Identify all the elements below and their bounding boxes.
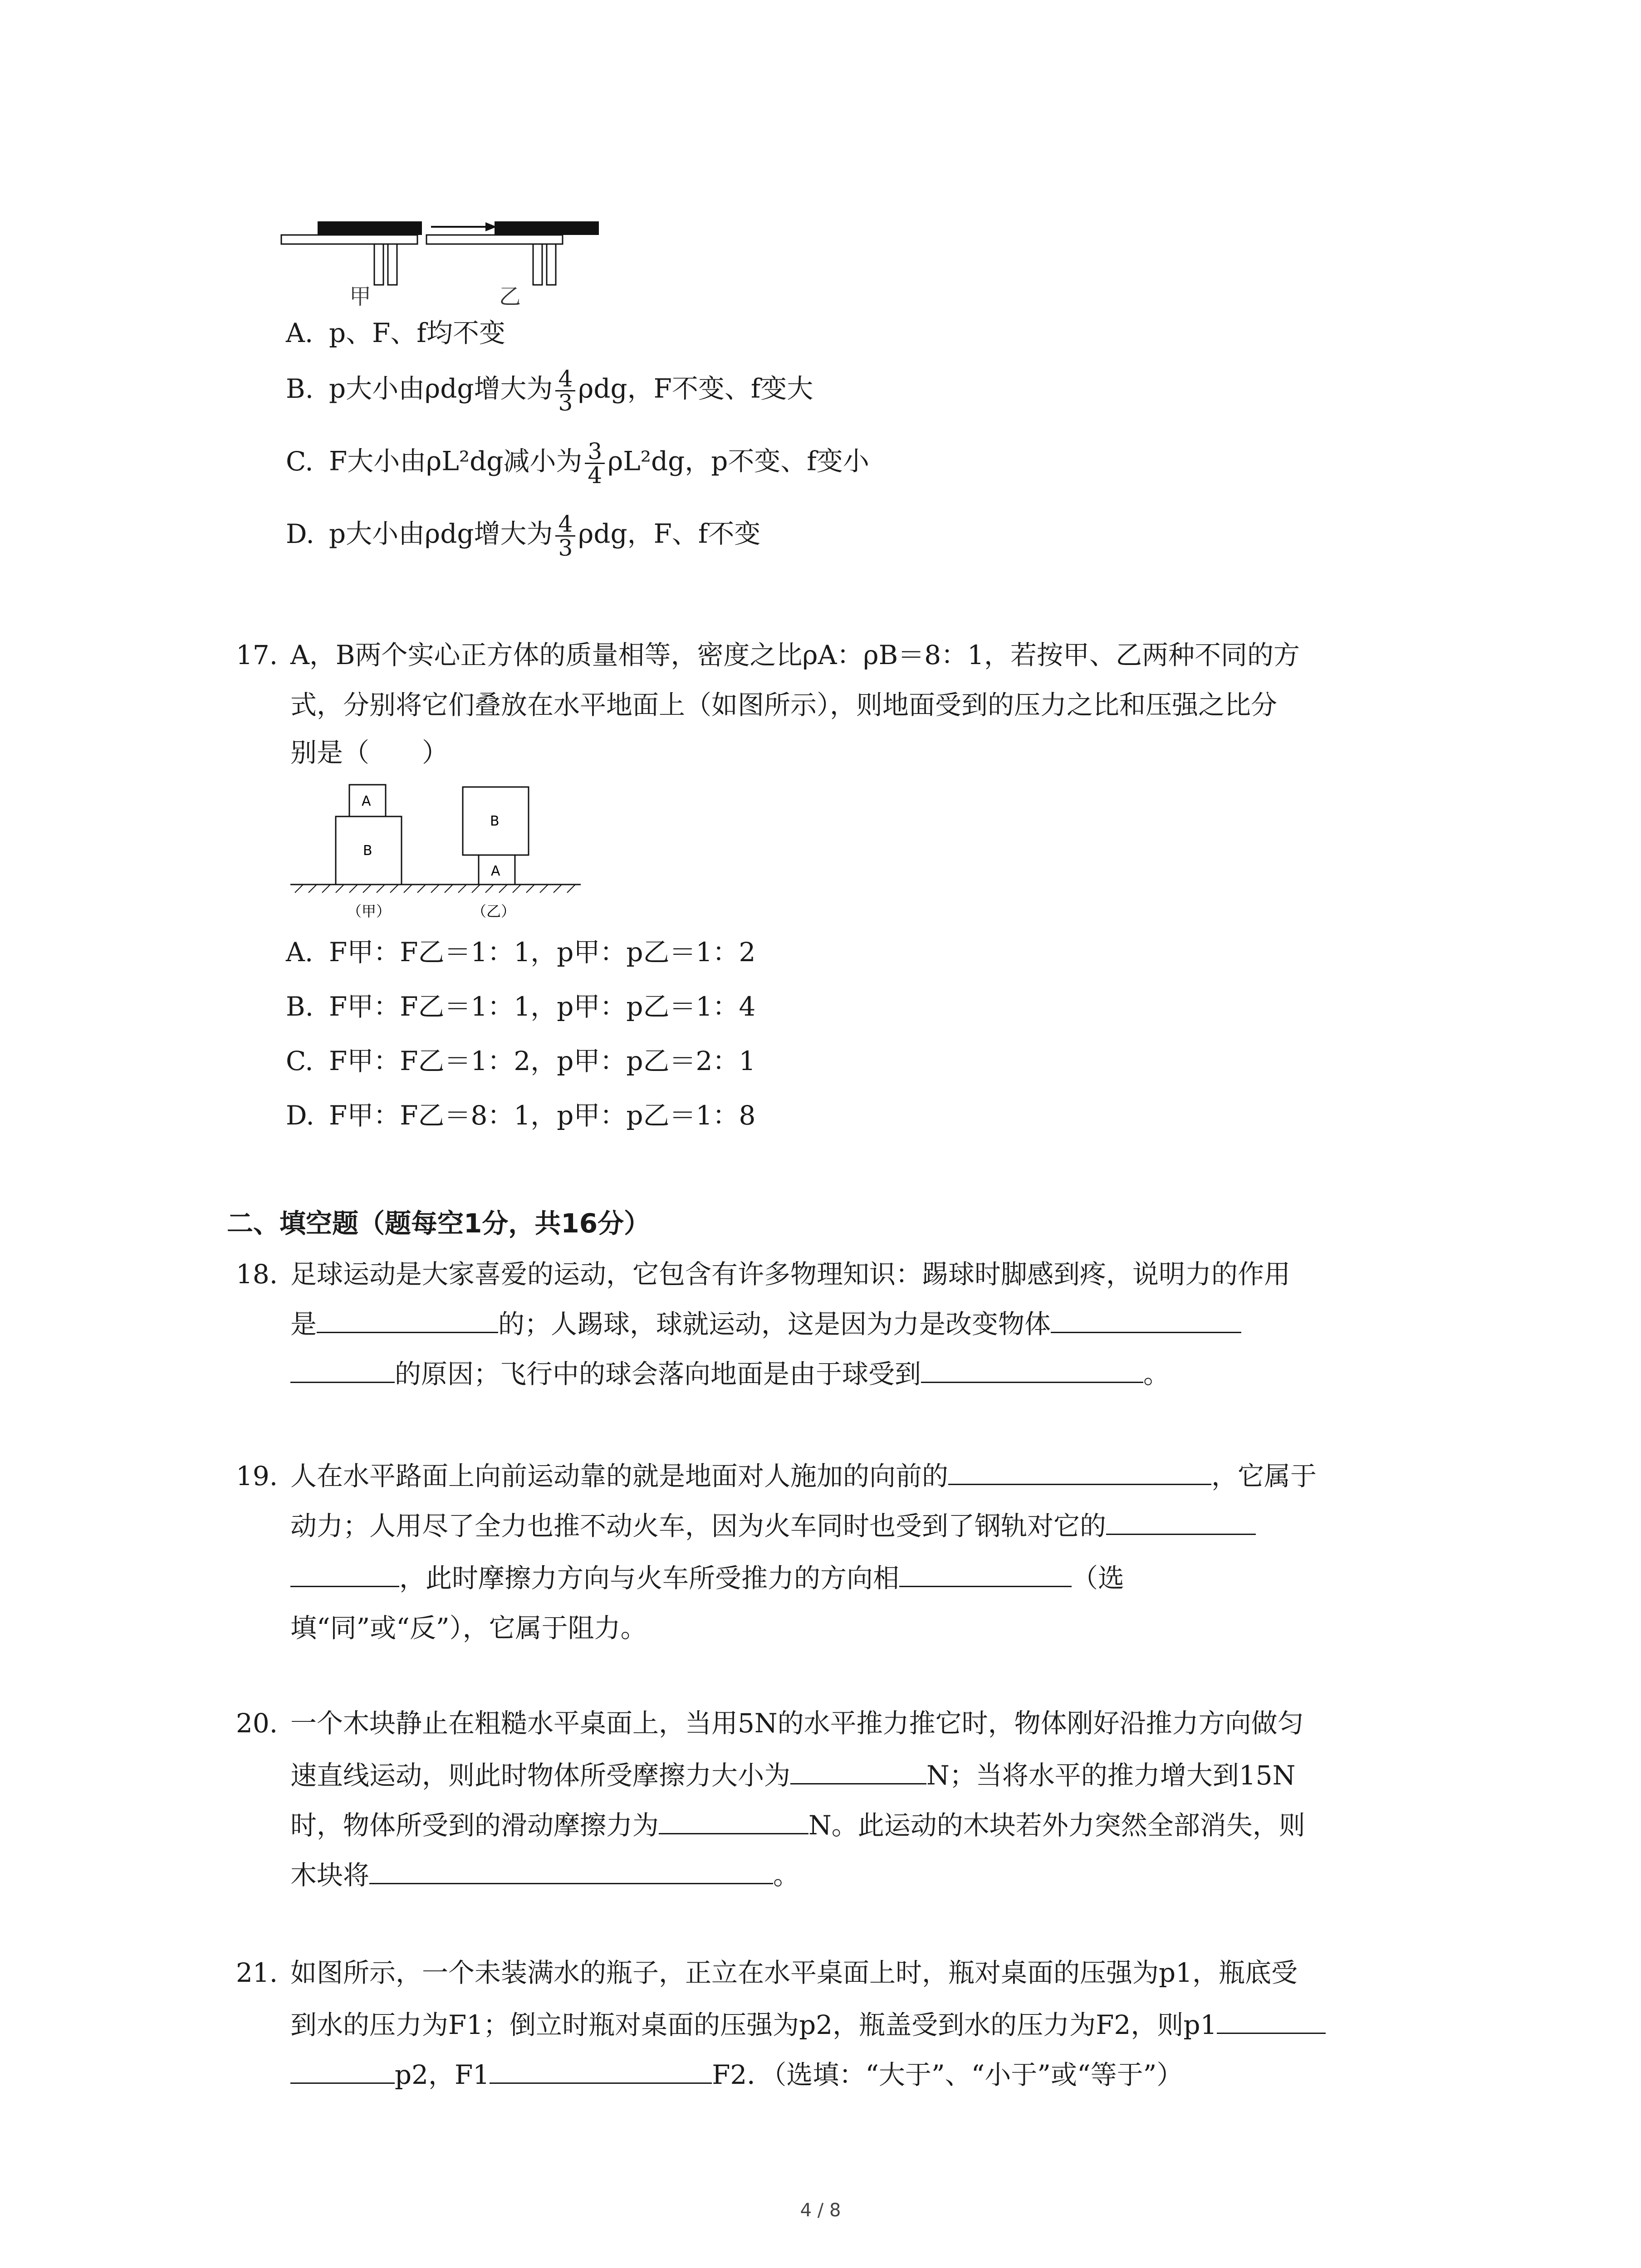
option-letter: A. xyxy=(286,318,314,348)
option-text-post: ρdg，F、f不变 xyxy=(578,518,761,549)
question-text: 足球运动是大家喜爱的运动，它包含有许多物理知识：踢球时脚感到疼，说明力的作用 xyxy=(290,1259,1291,1290)
question-text: （选 xyxy=(1072,1563,1125,1593)
fraction xyxy=(555,513,575,559)
question-number: 18. xyxy=(236,1259,278,1290)
q21-line-3 xyxy=(290,2059,1183,2091)
question-number: 21. xyxy=(236,1957,278,1988)
fraction-numerator: 3 xyxy=(585,440,605,464)
q19-line-3 xyxy=(290,1563,1124,1594)
answer-blank[interactable] xyxy=(290,1359,395,1383)
q16-option-c xyxy=(286,440,869,487)
option-text-post: ρL²dg，p不变、f变小 xyxy=(607,445,869,477)
question-text: 速直线运动，则此时物体所受摩擦力大小为 xyxy=(290,1760,791,1791)
q20-line-4 xyxy=(290,1860,799,1892)
option-text-post: ρdg，F不变、f变大 xyxy=(578,373,813,404)
option-text: F甲：F乙＝1：2，p甲：p乙＝2：1 xyxy=(329,1046,756,1076)
q16-option-a xyxy=(286,318,505,349)
option-text: p、F、f均不变 xyxy=(329,318,505,348)
question-text: p2，F1 xyxy=(395,2059,490,2090)
fig17-block-b-jia: B xyxy=(363,843,372,859)
answer-blank[interactable] xyxy=(317,1309,498,1333)
fig17-block-b-yi: B xyxy=(490,813,500,829)
option-text: F甲：F乙＝1：1，p甲：p乙＝1：4 xyxy=(329,991,756,1022)
fig17-label-yi: （乙） xyxy=(472,903,516,920)
fig16-label-jia: 甲 xyxy=(349,284,372,309)
question-text: 人在水平路面上向前运动靠的就是地面对人施加的向前的 xyxy=(290,1461,949,1491)
answer-blank[interactable] xyxy=(659,1810,808,1834)
q21-line-1 xyxy=(236,1957,1298,1989)
q17-figure xyxy=(286,780,594,930)
q19-line-1 xyxy=(236,1461,1317,1492)
q19-line-2 xyxy=(290,1510,1256,1542)
option-letter: A. xyxy=(286,937,314,968)
q20-line-3 xyxy=(290,1810,1305,1842)
question-text: N。此运动的木块若外力突然全部消失，则 xyxy=(808,1810,1305,1841)
answer-blank[interactable] xyxy=(948,1461,1211,1485)
fraction xyxy=(555,367,575,414)
answer-blank[interactable] xyxy=(1217,2010,1326,2034)
question-text: 的原因；飞行中的球会落向地面是由于球受到 xyxy=(395,1359,921,1389)
section-title: 二、填空题（题每空1分，共16分） xyxy=(227,1208,651,1239)
answer-blank[interactable] xyxy=(1051,1309,1241,1333)
fig17-block-a-yi: A xyxy=(491,863,500,879)
q17-line-3 xyxy=(290,737,448,769)
question-text: 的；人踢球，球就运动，这是因为力是改变物体 xyxy=(498,1309,1051,1339)
fraction-denominator: 3 xyxy=(558,390,573,416)
option-letter: B. xyxy=(286,373,314,404)
question-text: N；当将水平的推力增大到15N xyxy=(926,1760,1296,1791)
q17-line-1 xyxy=(236,640,1300,671)
question-number: 20. xyxy=(236,1708,278,1739)
answer-blank[interactable] xyxy=(899,1563,1072,1587)
question-text: 别是（ ） xyxy=(290,737,449,768)
q21-line-2 xyxy=(290,2009,1326,2041)
option-text: F甲：F乙＝1：1，p甲：p乙＝1：2 xyxy=(329,937,756,968)
q18-line-2 xyxy=(290,1309,1241,1340)
question-text: 木块将 xyxy=(290,1860,370,1891)
question-text: 到水的压力为F1；倒立时瓶对桌面的压强为p2，瓶盖受到水的压力为F2，则p1 xyxy=(290,2009,1217,2040)
answer-blank[interactable] xyxy=(369,1860,773,1884)
fig17-label-jia: （甲） xyxy=(347,903,391,920)
answer-blank[interactable] xyxy=(921,1359,1143,1383)
q19-line-4 xyxy=(290,1613,647,1644)
fraction-denominator: 4 xyxy=(588,462,603,489)
question-text: ，此时摩擦力方向与火车所受推力的方向相 xyxy=(399,1563,900,1593)
fraction-denominator: 3 xyxy=(558,535,573,561)
q17-option-c xyxy=(286,1046,755,1077)
question-text: 时，物体所受到的滑动摩擦力为 xyxy=(290,1810,659,1841)
question-text: 如图所示，一个未装满水的瓶子，正立在水平桌面上时，瓶对桌面的压强为p1，瓶底受 xyxy=(290,1957,1298,1988)
question-text: ，它属于 xyxy=(1211,1461,1317,1491)
question-number: 19. xyxy=(236,1461,278,1491)
q17-option-a xyxy=(286,937,755,968)
option-letter: B. xyxy=(286,991,314,1022)
fraction-numerator: 4 xyxy=(555,367,575,391)
option-text: F甲：F乙＝8：1，p甲：p乙＝1：8 xyxy=(329,1100,756,1131)
question-text: 。 xyxy=(1143,1359,1170,1389)
answer-blank[interactable] xyxy=(1106,1511,1256,1535)
option-letter: C. xyxy=(286,1046,314,1076)
question-text: 填“同”或“反”），它属于阻力。 xyxy=(290,1613,647,1643)
answer-blank[interactable] xyxy=(290,1563,399,1587)
q17-option-b xyxy=(286,991,755,1023)
option-text-pre: p大小由ρdg增大为 xyxy=(329,373,553,404)
fraction xyxy=(585,440,605,487)
answer-blank[interactable] xyxy=(290,2060,395,2084)
question-text: A，B两个实心正方体的质量相等，密度之比ρA：ρB＝8：1，若按甲、乙两种不同的方 xyxy=(290,640,1300,670)
option-text-pre: F大小由ρL²dg减小为 xyxy=(329,445,583,477)
question-text: 动力；人用尽了全力也推不动火车，因为火车同时也受到了钢轨对它的 xyxy=(290,1510,1107,1541)
q20-line-2 xyxy=(290,1760,1295,1792)
question-text: F2．（选填：“大于”、“小于”或“等于”） xyxy=(712,2059,1183,2090)
fraction-numerator: 4 xyxy=(555,513,575,537)
question-text: 。 xyxy=(773,1860,800,1891)
fig16-label-yi: 乙 xyxy=(499,284,521,309)
q17-option-d xyxy=(286,1100,755,1132)
question-text: 一个木块静止在粗糙水平桌面上，当用5N的水平推力推它时，物体刚好沿推力方向做匀 xyxy=(290,1708,1304,1739)
q18-line-1 xyxy=(236,1259,1290,1290)
question-text: 是 xyxy=(290,1309,317,1339)
q18-line-3 xyxy=(290,1359,1170,1390)
option-letter: D. xyxy=(286,518,314,549)
answer-blank[interactable] xyxy=(790,1760,926,1784)
q17-line-2 xyxy=(290,689,1277,721)
q16-figure xyxy=(272,213,617,318)
option-letter: C. xyxy=(286,445,314,477)
q16-option-b xyxy=(286,367,813,414)
question-number: 17. xyxy=(236,640,278,670)
fig17-block-a-jia: A xyxy=(362,793,371,809)
page-number: 4 / 8 xyxy=(800,2200,841,2221)
q16-option-d xyxy=(286,513,760,559)
answer-blank[interactable] xyxy=(490,2060,712,2084)
question-text: 式，分别将它们叠放在水平地面上（如图所示），则地面受到的压力之比和压强之比分 xyxy=(290,689,1278,720)
option-text-pre: p大小由ρdg增大为 xyxy=(329,518,553,549)
option-letter: D. xyxy=(286,1100,314,1131)
q20-line-1 xyxy=(236,1708,1304,1740)
